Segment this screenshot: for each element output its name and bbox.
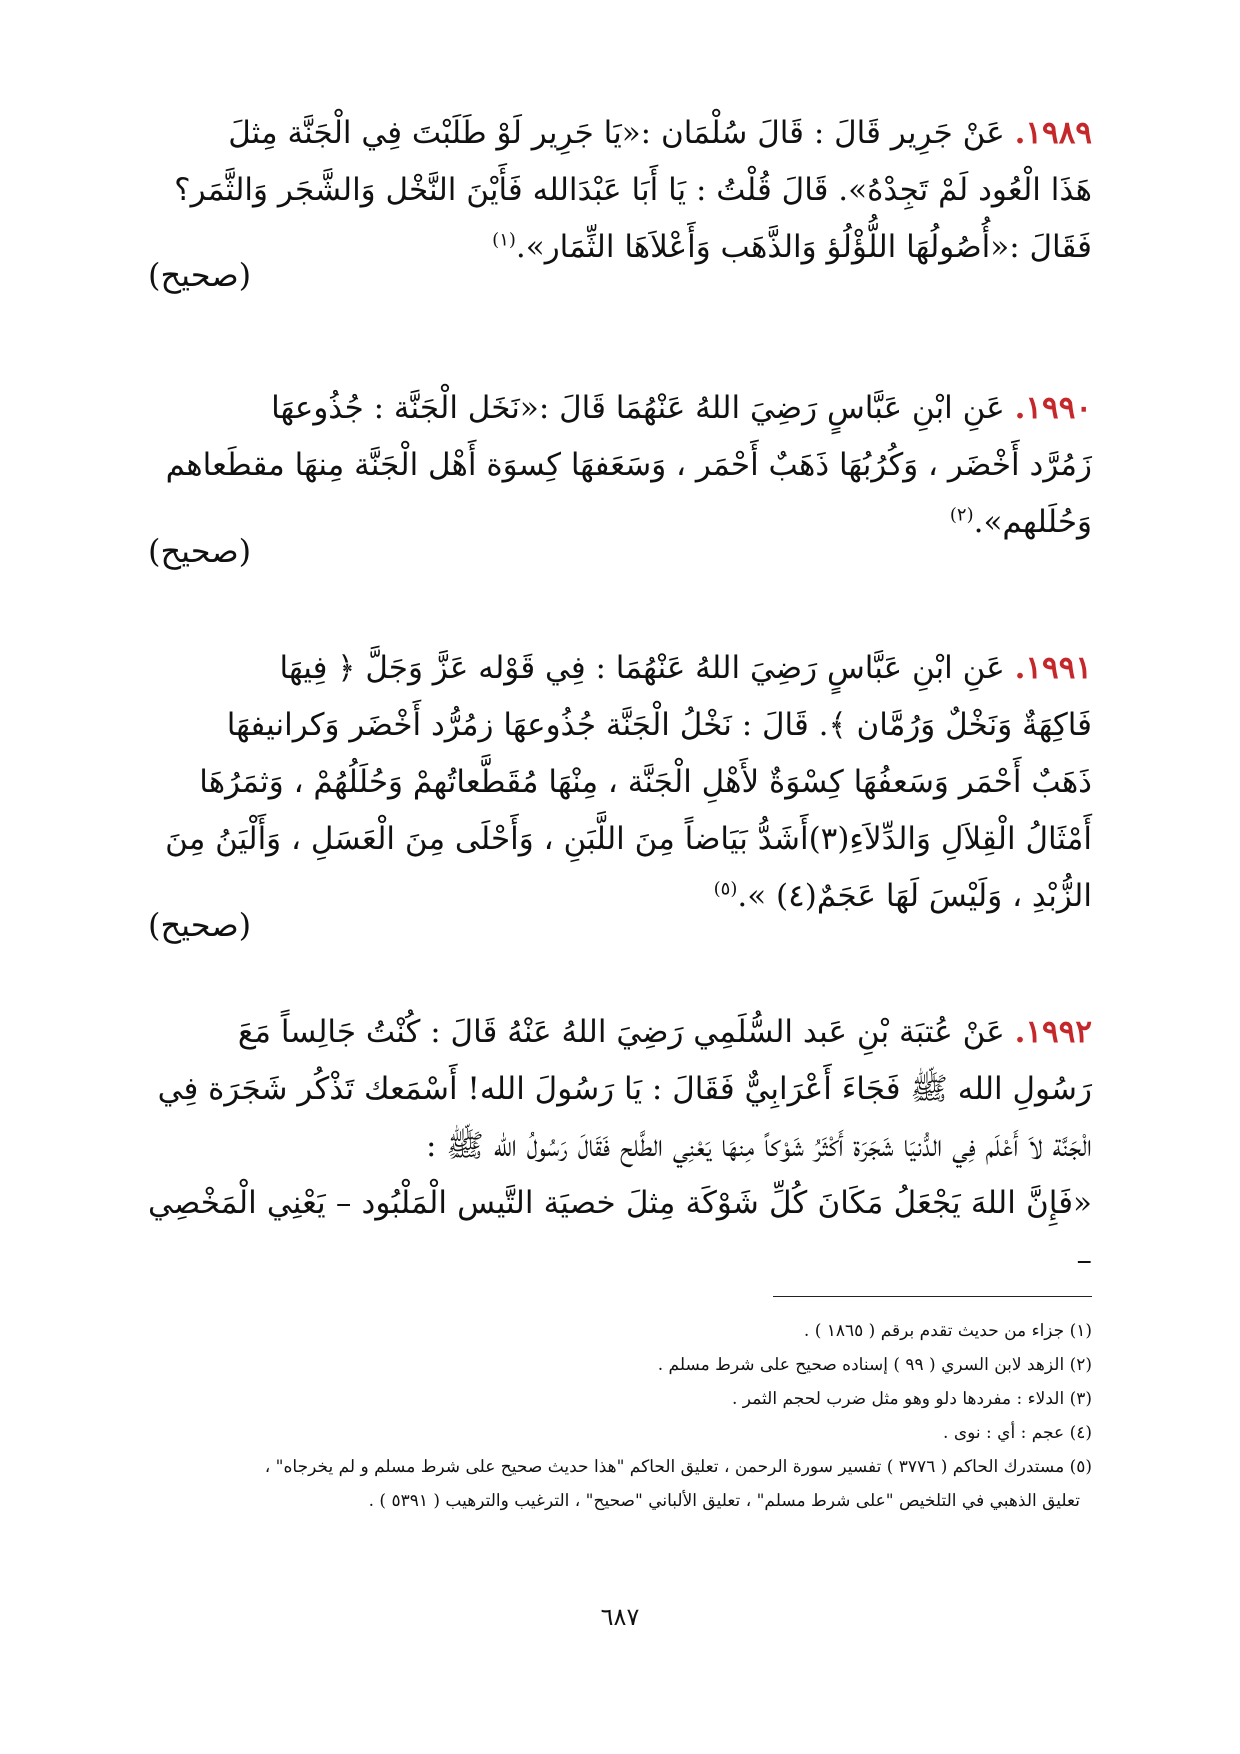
hadith-1991 xyxy=(148,640,1092,925)
hadith-1990 xyxy=(148,380,1092,551)
grade-label: (صحيح) xyxy=(148,256,252,294)
hadith-line: ذَهَبٌ أَحْمَر وَسَعفُهَا كِسْوَةٌ لأَهْلِ الْجَنَّة ، مِنْهَا مُقَطَّعاتُهمْ وَحُلَلُهُمْ ، وَثمَرُهَا xyxy=(199,764,1092,800)
grade-label: (صحيح) xyxy=(148,906,252,944)
grade-label: (صحيح) xyxy=(148,532,252,570)
hadith-line: أَمْثَالُ الْقِلاَلِ وَالدِّلاَءِ(٣)أَشَدُّ بَيَاضاً مِنَ اللَّبَنِ ، وَأَحْلَى مِنَ الْعَسَلِ ، وَأَلْيَنُ مِنَ xyxy=(165,821,1092,857)
footnote-3: (٣) الدلاء : مفردها دلو وهو مثل ضرب لحجم الثمر . xyxy=(732,1389,1092,1409)
hadith-text: فَقَالَ :«أُصُولُهَا اللُّؤْلُؤ وَالذَّهَب وَأَعْلاَهَا الثِّمَار». xyxy=(515,229,1092,265)
footnote-1: (١) جزاء من حديث تقدم برقم ( ١٨٦٥ ) . xyxy=(803,1321,1092,1341)
footnotes xyxy=(148,1314,1092,1518)
footnote-5-continued: تعليق الذهبي في التلخيص "على شرط مسلم" ، تعليق الألباني "صحيح" ، الترغيب والترهيب ( ٥٣٩١ ) . xyxy=(368,1491,1080,1511)
hadith-line: «فَإِنَّ اللهَ يَجْعَلُ مَكَانَ كُلِّ شَوْكَة مِثلَ خصيَة التَّيس الْمَلْبُود – يَعْنِي الْمَخْصِي – xyxy=(148,1185,1092,1278)
hadith-text: وَحُلَلهم». xyxy=(973,504,1092,540)
footnote-5: (٥) مستدرك الحاكم ( ٣٧٧٦ ) تفسير سورة الرحمن ، تعليق الحاكم "هذا حديث صحيح على شرط مسلم و لم يخرجاه" ، xyxy=(264,1457,1092,1477)
hadith-line xyxy=(148,1004,1092,1061)
hadith-line xyxy=(148,219,1092,276)
hadith-number: ١٩٩١. xyxy=(1014,650,1092,686)
footnote-ref[interactable]: (٥) xyxy=(713,878,738,900)
hadith-text: عَنِ ابْنِ عَبَّاسٍ رَضِيَ اللهُ عَنْهُمَا قَالَ :«نَخَل الْجَنَّة : جُذُوعهَا xyxy=(271,390,1005,426)
hadith-number: ١٩٩٠. xyxy=(1014,390,1092,426)
hadith-1989 xyxy=(148,105,1092,276)
footnote-4: (٤) عجم : أي : نوى . xyxy=(943,1423,1092,1443)
hadith-line xyxy=(148,380,1092,437)
footnote-divider xyxy=(773,1296,1092,1297)
hadith-line: الْجَنَّة لاَ أَعْلَم فِي الدُّنيَا شَجَرَة أَكْثَرُ شَوْكاً مِنهَا يَعْنِي الطَّلح فَقَالَ رَسُولُ الله ﷺ : xyxy=(426,1128,1092,1164)
hadith-line: رَسُولِ الله ﷺ فَجَاءَ أَعْرَابِيٌّ فَقَالَ : يَا رَسُولَ الله! أَسْمَعك تَذْكُر شَجَرَة فِي xyxy=(157,1071,1092,1107)
hadith-line xyxy=(148,494,1092,551)
hadith-line xyxy=(148,868,1092,925)
hadith-line xyxy=(148,105,1092,162)
hadith-text: عَنْ جَرِير قَالَ : قَالَ سُلْمَان :«يَا جَرِير لَوْ طَلَبْتَ فِي الْجَنَّة مِثلَ xyxy=(228,115,1005,151)
hadith-number: ١٩٨٩. xyxy=(1014,115,1092,151)
hadith-line: هَذَا الْعُود لَمْ تَجِدْهُ». قَالَ قُلْتُ : يَا أَبَا عَبْدَالله فَأَيْنَ النَّخْل وَالشَّجَر وَالثَّمَر؟ xyxy=(174,172,1092,208)
hadith-line xyxy=(148,640,1092,697)
page-number: ٦٨٧ xyxy=(600,1603,640,1631)
hadith-line: فَاكِهَةٌ وَنَخْلٌ وَرُمَّان ﴾. قَالَ : نَخْلُ الْجَنَّة جُذُوعهَا زمُرُّد أَخْضَر وَكرانيفهَا xyxy=(226,707,1092,743)
hadith-1992 xyxy=(148,1004,1092,1289)
hadith-text: عَنْ عُتبَة بْنِ عَبد السُّلَمِي رَضِيَ اللهُ عَنْهُ قَالَ : كُنْتُ جَالِساً مَعَ xyxy=(237,1014,1005,1050)
footnote-2: (٢) الزهد لابن السري ( ٩٩ ) إسناده صحيح على شرط مسلم . xyxy=(657,1355,1092,1375)
hadith-number: ١٩٩٢. xyxy=(1014,1014,1092,1050)
footnote-ref[interactable]: (١) xyxy=(492,229,516,251)
hadith-line: زَمُرَّد أَخْضَر ، وَكُرُبُهَا ذَهَبٌ أَحْمَر ، وَسَعَفهَا كِسوَة أَهْل الْجَنَّة مِنهَا مقطَعاهم xyxy=(165,447,1092,483)
hadith-text: الزُّبْدِ ، وَلَيْسَ لَهَا عَجَمٌ(٤) ». xyxy=(737,878,1092,914)
footnote-ref[interactable]: (٢) xyxy=(949,504,974,526)
hadith-text: عَنِ ابْنِ عَبَّاسٍ رَضِيَ اللهُ عَنْهُمَا : فِي قَوْله عَزَّ وَجَلَّ ﴿ فِيهَا xyxy=(279,650,1005,686)
